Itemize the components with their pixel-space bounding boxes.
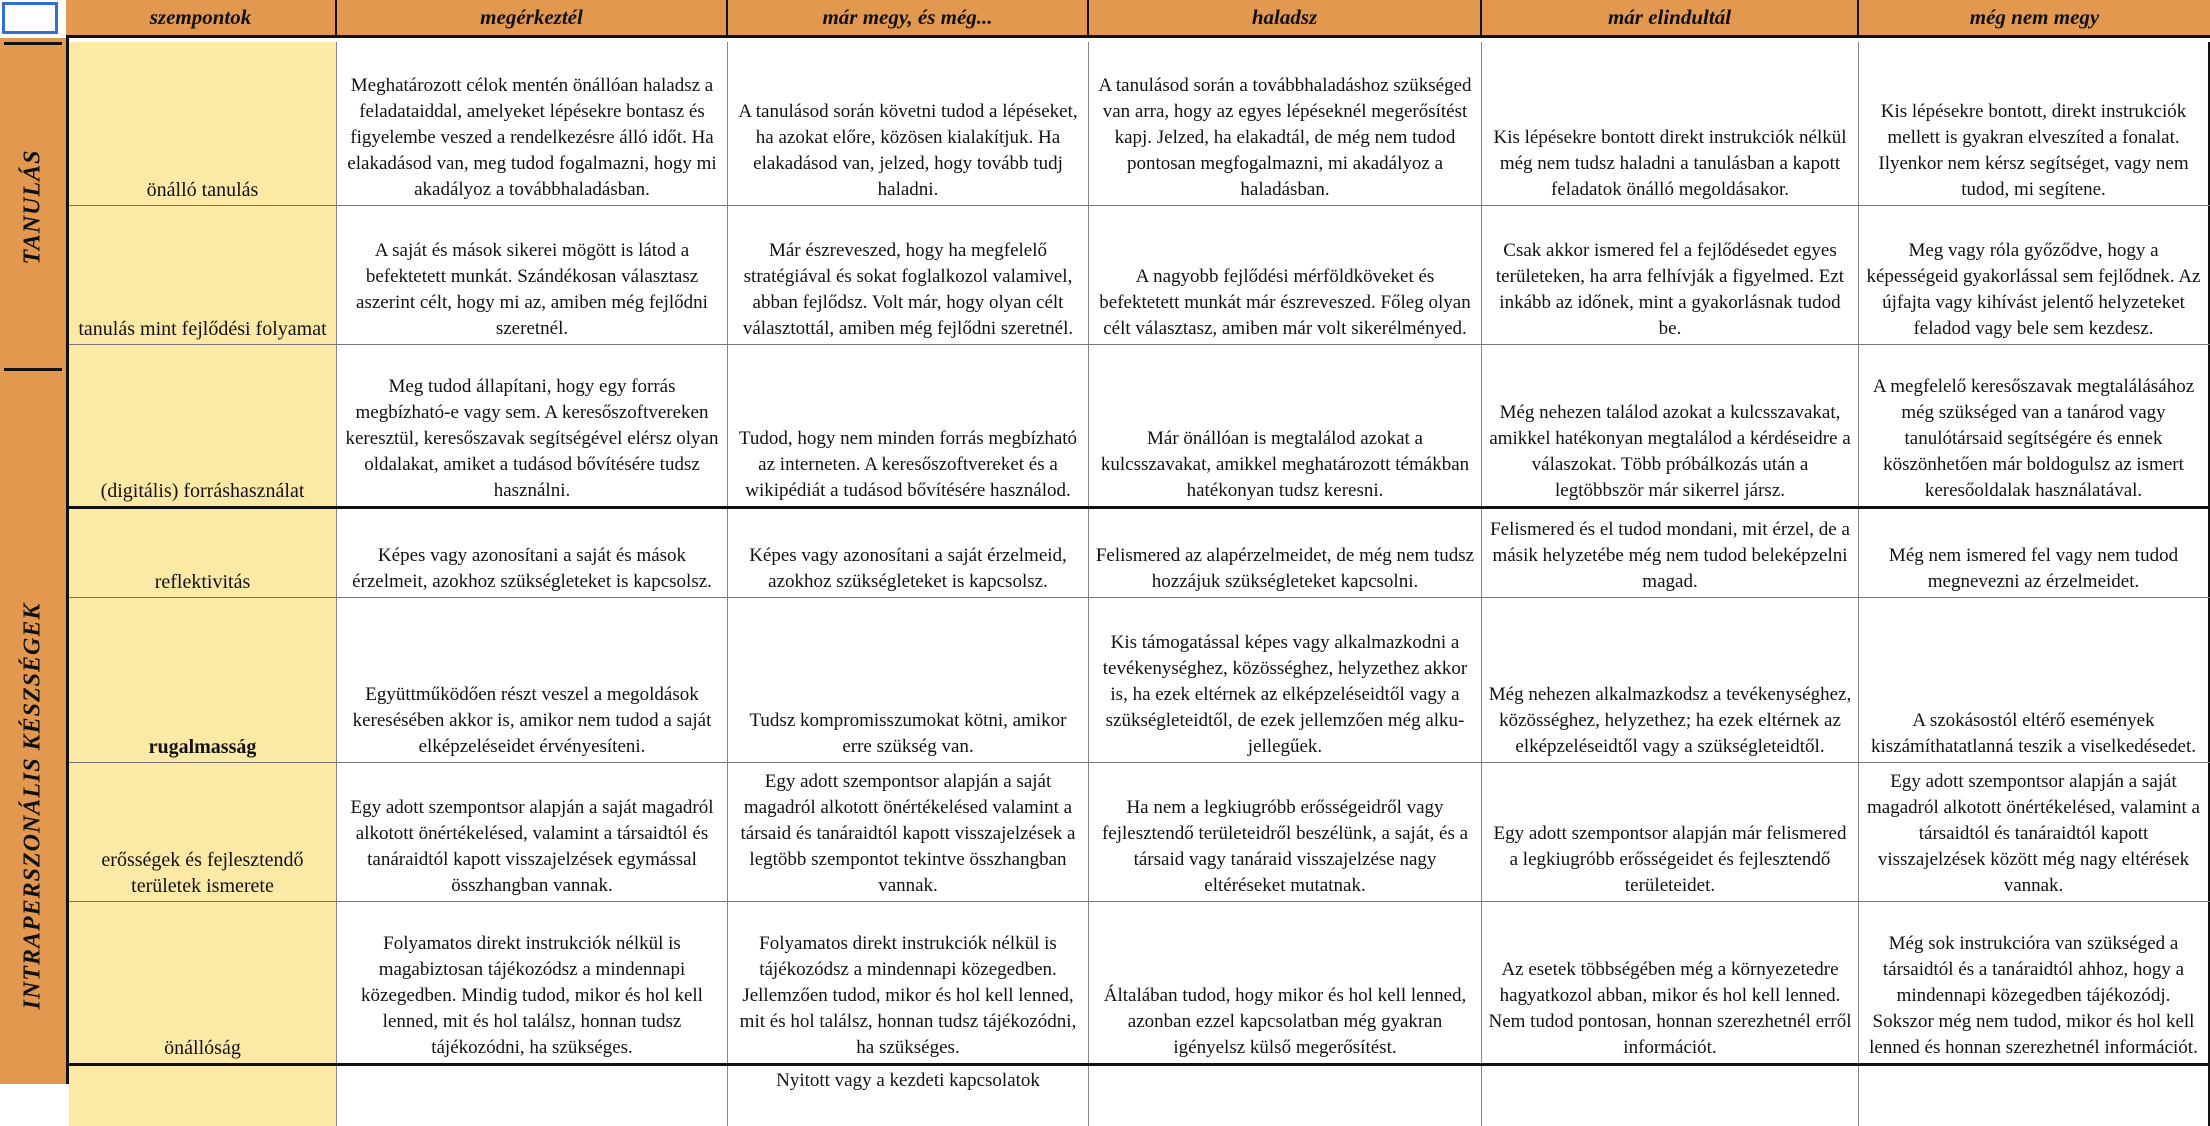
table-row (69, 902, 2210, 1066)
section-title: TANULÁS (19, 148, 46, 265)
table-cell[interactable]: Kis lépésekre bontott, direkt instrukciók mellett is gyakran elveszíted a fonalat. Ilyenkor nem kérsz segítséget, vagy nem tudod, mi segítene. (1859, 42, 2210, 205)
table-cell[interactable]: A saját és mások sikerei mögött is látod a befektetett munkát. Szándékosan választasz aszerint célt, hogy mi az, amiben még fejlődni szeretnél. (337, 206, 728, 344)
table-cell[interactable]: Egy adott szempontsor alapján a saját magadról alkotott önértékelésed valamint a társaid és tanáraidtól kapott visszajelzések a legtöbb szempontot tekintve összhangban vannak. (728, 763, 1089, 901)
criterion-cell[interactable]: önálló tanulás (69, 42, 337, 205)
table-cell[interactable]: Egy adott szempontsor alapján már felismered a legkiugróbb erősségeidet és fejlesztendő területeidet. (1482, 763, 1859, 901)
table-cell[interactable]: Egy adott szempontsor alapján a saját magadról alkotott önértékelésed, valamint a társaidtól és tanáraidtól kapott visszajelzések egymással összhangban vannak. (337, 763, 728, 901)
section-label-column (0, 38, 66, 1084)
section-title: INTRAPERSZONÁLIS KÉSZSÉGEK (19, 602, 46, 1010)
criterion-cell[interactable]: rugalmasság (69, 598, 337, 762)
name-box[interactable] (2, 2, 58, 34)
table-cell[interactable]: Folyamatos direkt instrukciók nélkül is tájékozódsz a mindennapi közegedben. Jellemzően tudod, mikor és hol kell lenned, mit és hol találsz, honnan tudsz tájékozódni, ha szükséges. (728, 902, 1089, 1063)
criterion-cell[interactable]: (digitális) forráshasználat (69, 345, 337, 506)
table-cell[interactable] (1089, 1066, 1482, 1126)
table-cell[interactable]: Még sok instrukcióra van szükséged a társaidtól és a tanáraidtól ahhoz, hogy a mindennapi közegedben tájékozódj. Sokszor még nem tudod, mikor és hol kell lenned és honnan szerezhetnél információt. (1859, 902, 2210, 1063)
table-cell[interactable]: Még nem ismered fel vagy nem tudod megnevezni az érzelmeidet. (1859, 509, 2210, 597)
table-cell[interactable]: Már önállóan is megtalálod azokat a kulcsszavakat, amikkel meghatározott témákban hatékonyan tudsz keresni. (1089, 345, 1482, 506)
table-row (69, 763, 2210, 902)
table-cell[interactable]: Képes vagy azonosítani a saját és mások érzelmeit, azokhoz szükségleteket is kapcsolsz. (337, 509, 728, 597)
table-cell[interactable]: Meghatározott célok mentén önállóan haladsz a feladataiddal, amelyeket lépésekre bontasz és figyelembe veszed a rendelkezésre álló időt. Ha elakadásod van, meg tudod fogalmazni, hogy mi akadályoz a továbbhaladásban. (337, 42, 728, 205)
header-row (66, 0, 2210, 38)
section-label-tanulas[interactable] (4, 42, 62, 368)
table-cell[interactable]: Meg vagy róla győződve, hogy a képességeid gyakorlással sem fejlődnek. Az újfajta vagy kihívást jelentő helyzeteket feladod vagy bele sem kezdesz. (1859, 206, 2210, 344)
table-cell[interactable]: Nyitott vagy a kezdeti kapcsolatok (728, 1066, 1089, 1126)
table-cell[interactable]: Általában tudod, hogy mikor és hol kell lenned, azonban ezzel kapcsolatban még gyakran igényelsz külső megerősítést. (1089, 902, 1482, 1063)
column-header-level-3[interactable]: haladsz (1089, 0, 1482, 35)
criterion-cell[interactable]: reflektivitás (69, 509, 337, 597)
table-cell[interactable] (337, 1066, 728, 1126)
table-cell[interactable]: Kis lépésekre bontott direkt instrukciók nélkül még nem tudsz haladni a tanulásban a kapott feladatok önálló megoldásakor. (1482, 42, 1859, 205)
table-cell[interactable]: Tudod, hogy nem minden forrás megbízható az interneten. A keresőszoftvereket és a wikipédiát a tudásod bővítésére használod. (728, 345, 1089, 506)
table-row (69, 345, 2210, 509)
table-cell[interactable]: Meg tudod állapítani, hogy egy forrás megbízható-e vagy sem. A keresőszoftvereken keresztül, keresőszavak segítségével elérsz olyan oldalakat, amiket a tudásod bővítésére tudsz használni. (337, 345, 728, 506)
table-cell[interactable]: A tanulásod során követni tudod a lépéseket, ha azokat előre, közösen kialakítjuk. Ha elakadásod van, jelzed, hogy tovább tudj haladni. (728, 42, 1089, 205)
table-cell[interactable] (1859, 1066, 2210, 1126)
table-cell[interactable]: A nagyobb fejlődési mérföldköveket és befektetett munkát már észreveszed. Főleg olyan célt választasz, amiben már volt sikerélményed. (1089, 206, 1482, 344)
column-header-level-4[interactable]: már elindultál (1482, 0, 1859, 35)
criterion-cell[interactable]: önállóság (69, 902, 337, 1063)
table-cell[interactable] (1482, 1066, 1859, 1126)
criterion-cell[interactable]: erősségek és fejlesztendő területek ismerete (69, 763, 337, 901)
table-row (69, 206, 2210, 345)
table-cell[interactable]: Kis támogatással képes vagy alkalmazkodni a tevékenységhez, közösséghez, helyzethez akkor is, ha ezek eltérnek az elképzeléseidtől vagy a szükségleteidtől, de ezek jellemzően még alku-jellegűek. (1089, 598, 1482, 762)
table-row (69, 509, 2210, 598)
table-cell[interactable]: Az esetek többségében még a környezetedre hagyatkozol abban, mikor és hol kell lenned. Nem tudod pontosan, honnan szerezhetnél erről információt. (1482, 902, 1859, 1063)
rubric-table (66, 38, 2210, 1091)
table-cell[interactable]: Csak akkor ismered fel a fejlődésedet egyes területeken, ha arra felhívják a figyelmed. Ezt inkább az időnek, mint a gyakorlásnak tudod be. (1482, 206, 1859, 344)
table-cell[interactable]: Folyamatos direkt instrukciók nélkül is magabiztosan tájékozódsz a mindennapi közegedben. Mindig tudod, mikor és hol kell lenned, mit és hol találsz, honnan tudsz tájékozódni, ha szükséges. (337, 902, 728, 1063)
column-header-criteria[interactable]: szempontok (66, 0, 337, 35)
table-cell[interactable]: Felismered az alapérzelmeidet, de még nem tudsz hozzájuk szükségleteket kapcsolni. (1089, 509, 1482, 597)
table-row (69, 598, 2210, 763)
table-cell[interactable]: Tudsz kompromisszumokat kötni, amikor erre szükség van. (728, 598, 1089, 762)
table-cell[interactable]: A megfelelő keresőszavak megtalálásához még szükséged van a tanárod vagy tanulótársaid segítségére és ennek köszönhetően már boldogulsz az ismert keresőoldalak használatával. (1859, 345, 2210, 506)
criterion-cell[interactable] (69, 1066, 337, 1126)
table-cell[interactable]: Még nehezen alkalmazkodsz a tevékenységhez, közösséghez, helyzethez; ha ezek eltérnek az elképzeléseidtől vagy a szükségleteidtől. (1482, 598, 1859, 762)
column-header-level-2[interactable]: már megy, és még... (728, 0, 1089, 35)
column-header-level-5[interactable]: még nem megy (1969, 5, 2100, 29)
table-cell[interactable]: Egy adott szempontsor alapján a saját magadról alkotott önértékelésed, valamint a társaidtól és tanáraidtól kapott visszajelzések között még nagy eltérések vannak. (1859, 763, 2210, 901)
table-cell[interactable]: Még nehezen találod azokat a kulcsszavakat, amikkel hatékonyan megtalálod a kérdéseidre a válaszokat. Több próbálkozás után a legtöbbször már sikerrel jársz. (1482, 345, 1859, 506)
table-cell[interactable]: A tanulásod során a továbbhaladáshoz szükséged van arra, hogy az egyes lépéseknél megerősítést kapj. Jelzed, ha elakadtál, de még nem tudod pontosan megfogalmazni, mi akadályoz a haladásban. (1089, 42, 1482, 205)
table-cell[interactable]: Ha nem a legkiugróbb erősségeidről vagy fejlesztendő területeidről beszélünk, a saját, és a társaid vagy tanáraid visszajelzése nagy eltéréseket mutatnak. (1089, 763, 1482, 901)
table-row (69, 42, 2210, 206)
table-cell[interactable]: A szokásostól eltérő események kiszámíthatatlanná teszik a viselkedésedet. (1859, 598, 2210, 762)
criterion-cell[interactable]: tanulás mint fejlődési folyamat (69, 206, 337, 344)
table-cell[interactable]: Együttműködően részt veszel a megoldások keresésében akkor is, amikor nem tudod a saját elképzeléseidet érvényesíteni. (337, 598, 728, 762)
table-row (69, 1066, 2210, 1126)
table-cell[interactable]: Felismered és el tudod mondani, mit érzel, de a másik helyzetébe még nem tudod beleképzelni magad. (1482, 509, 1859, 597)
section-label-intraperszonalis[interactable] (4, 368, 62, 1084)
table-cell[interactable]: Képes vagy azonosítani a saját érzelmeid, azokhoz szükségleteket is kapcsolsz. (728, 509, 1089, 597)
column-header-level-1[interactable]: megérkeztél (337, 0, 728, 35)
table-cell[interactable]: Már észreveszed, hogy ha megfelelő stratégiával és sokat foglalkozol valamivel, abban fejlődsz. Volt már, hogy olyan célt választottál, amiben még fejlődni szeretnél. (728, 206, 1089, 344)
